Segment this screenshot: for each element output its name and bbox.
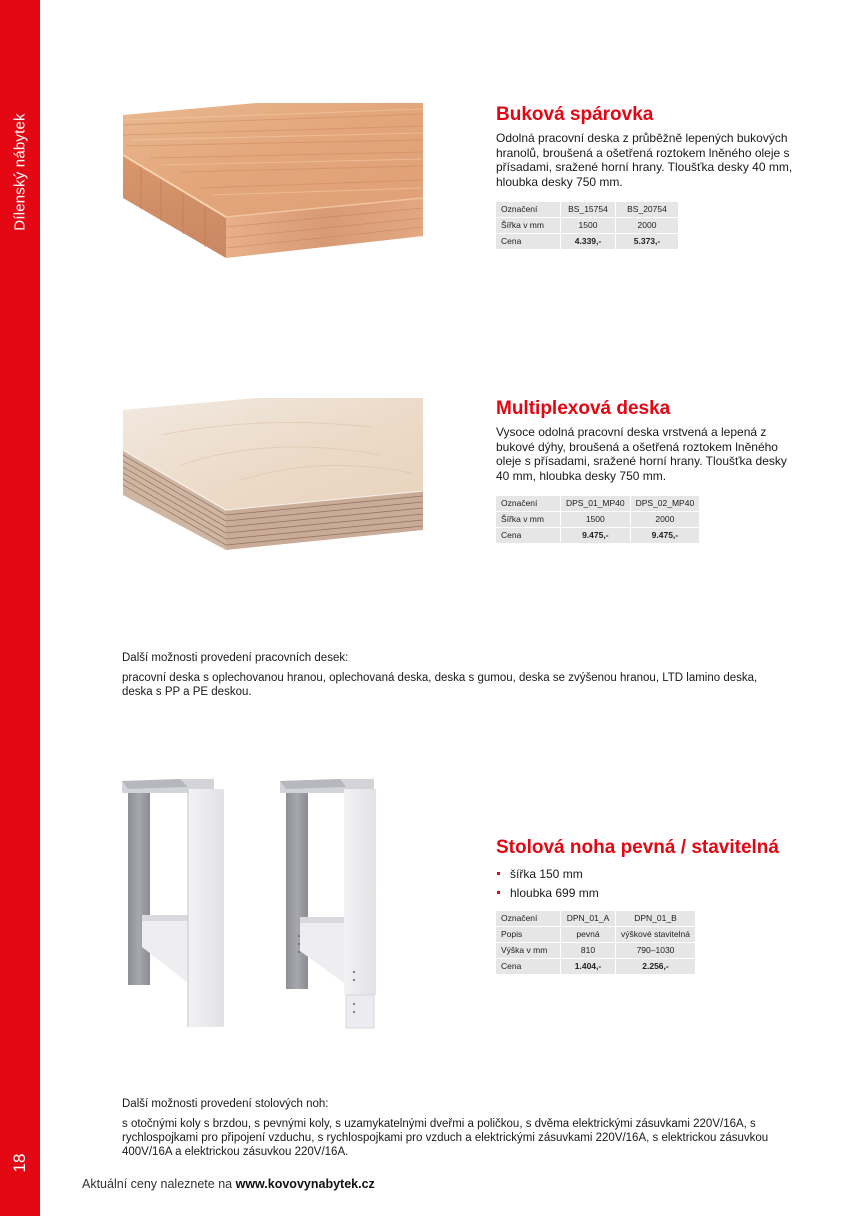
fixed-leg-graphic [122, 779, 224, 1027]
price-cell: 1.404,- [561, 959, 615, 974]
table-cell: DPN_01_A [561, 911, 615, 926]
table-cell: 2000 [616, 218, 678, 233]
note-text: s otočnými koly s brzdou, s pevnými koly, s uzamykatelnými dveřmi a poličkou, s dvěma elektrickými zásuvkami 220V/16A, s rychlospojkami pro připojení vzduchu, s rychlospojkami pro vzduch a elektrickými zásuvkami 220V/16A, s elektrickou zásuvkou 400V/16A a elektrickou zásuvkou 220V/16A. [122, 1118, 769, 1158]
table-cell: výškové stavitelná [616, 927, 695, 942]
product-beech-worktop [496, 104, 796, 250]
table-cell: Výška v mm [496, 943, 560, 958]
bullet-text: hloubka 699 mm [510, 885, 599, 900]
table-cell: Cena [496, 234, 560, 249]
footer [82, 1177, 375, 1191]
section-title: Dílenský nábytek [11, 113, 29, 231]
product-table-leg [496, 837, 796, 975]
note-heading: Další možnosti provedení pracovních desek: [122, 652, 349, 664]
table-cell: BS_15754 [561, 202, 615, 217]
table-row [496, 528, 699, 543]
price-cell: 5.373,- [616, 234, 678, 249]
table-row [496, 911, 695, 926]
product-title: Multiplexová deska [496, 398, 671, 419]
price-cell: 9.475,- [631, 528, 700, 543]
spec-table [495, 201, 679, 250]
table-cell: 1500 [561, 218, 615, 233]
table-cell: Cena [496, 959, 560, 974]
table-cell: Šířka v mm [496, 512, 560, 527]
beech-worktop-image [121, 100, 423, 305]
table-cell: pevná [561, 927, 615, 942]
spec-table [495, 910, 696, 975]
product-description: Odolná pracovní deska z průběžně lepených bukových hranolů, broušená a ošetřená roztokem lněného oleje s přísadami, sražené horní hrany. Tloušťka desky 40 mm, hloubka desky 750 mm. [496, 131, 793, 189]
adjustable-leg-graphic [280, 779, 376, 1028]
table-row [496, 943, 695, 958]
product-plywood-worktop [496, 398, 796, 544]
product-description: Vysoce odolná pracovní deska vrstvená a lepená z bukové dýhy, broušená a ošetřená roztokem lněného oleje s přísadami, sražené horní hrany. Tloušťka desky 40 mm, hloubka desky 750 mm. [496, 425, 787, 483]
leg-options-note [122, 1097, 790, 1159]
page-number: 18 [10, 1153, 29, 1173]
table-row [496, 202, 678, 217]
table-row [496, 512, 699, 527]
table-cell: Označení [496, 202, 560, 217]
table-cell: 810 [561, 943, 615, 958]
price-cell: 2.256,- [616, 959, 695, 974]
bullet-icon [497, 872, 500, 875]
footer-text: Aktuální ceny naleznete na [82, 1177, 233, 1191]
plywood-worktop-image [121, 395, 423, 600]
bullet-icon [497, 891, 500, 894]
table-row [496, 959, 695, 974]
bullet-item [496, 865, 796, 884]
bullet-item [496, 884, 796, 903]
product-title: Buková spárovka [496, 104, 654, 125]
price-cell: 9.475,- [561, 528, 630, 543]
table-legs-image [118, 775, 380, 1030]
table-cell: DPS_01_MP40 [561, 496, 630, 511]
table-row [496, 496, 699, 511]
spec-table [495, 495, 700, 544]
table-cell: BS_20754 [616, 202, 678, 217]
price-cell: 4.339,- [561, 234, 615, 249]
table-cell: Označení [496, 911, 560, 926]
note-heading: Další možnosti provedení stolových noh: [122, 1098, 329, 1110]
table-row [496, 234, 678, 249]
table-cell: Označení [496, 496, 560, 511]
table-cell: 790–1030 [616, 943, 695, 958]
table-row [496, 927, 695, 942]
section-sidebar [0, 0, 40, 1216]
table-cell: DPN_01_B [616, 911, 695, 926]
website-link[interactable]: www.kovovynabytek.cz [235, 1177, 375, 1191]
table-cell: Cena [496, 528, 560, 543]
table-row [496, 218, 678, 233]
bullet-text: šířka 150 mm [510, 867, 583, 881]
product-title: Stolová noha pevná / stavitelná [496, 837, 779, 858]
worktop-options-note [122, 651, 790, 699]
spec-bullets [496, 865, 796, 902]
table-cell: 1500 [561, 512, 630, 527]
table-cell: 2000 [631, 512, 700, 527]
table-cell: Šířka v mm [496, 218, 560, 233]
table-cell: DPS_02_MP40 [631, 496, 700, 511]
table-cell: Popis [496, 927, 560, 942]
note-text: pracovní deska s oplechovanou hranou, oplechovaná deska, deska s gumou, deska se zvýšenou hranou, LTD lamino deska, deska s PP a PE deskou. [122, 672, 758, 698]
